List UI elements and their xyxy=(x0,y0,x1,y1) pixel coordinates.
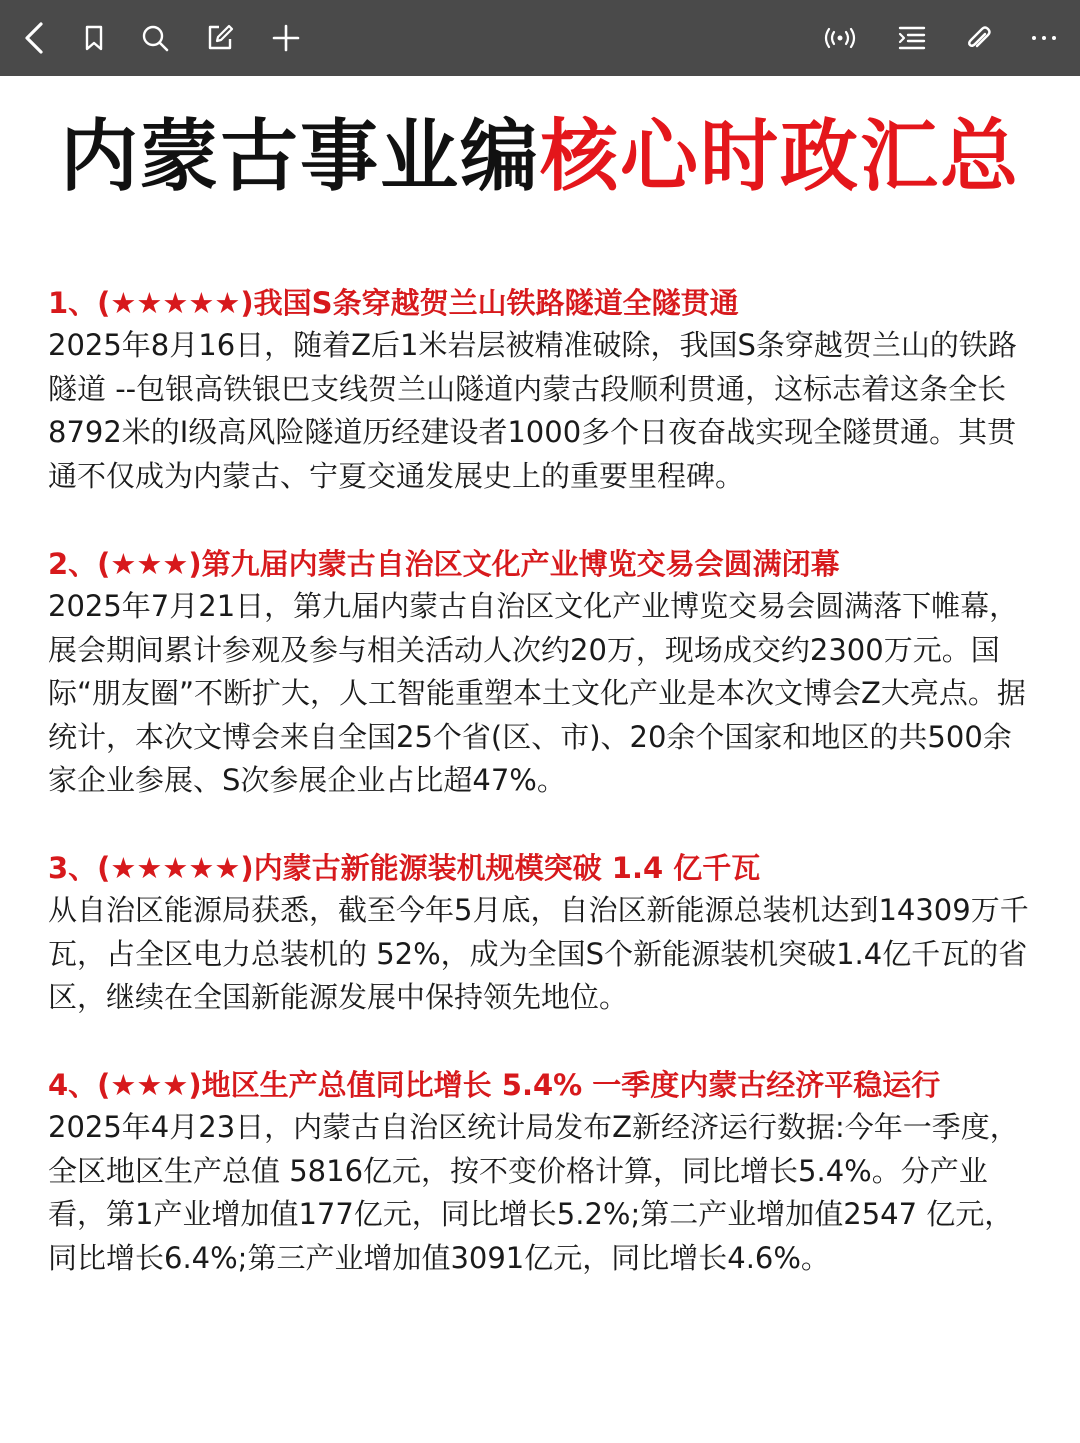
section-body: 2025年7月21日，第九届内蒙古自治区文化产业博览交易会圆满落下帷幕，展会期间累计参观及参与相关活动人次约20万，现场成交约2300万元。国际“朋友圈”不断扩大，人工智能重塑本土文化产业是本次文博会Z大亮点。据统计，本次文博会来自全国25个省(区、市)、20余个国家和地区的共500余家企业参展、S次参展企业占比超47%。 xyxy=(48,589,1026,797)
news-section-2 xyxy=(48,543,1038,803)
section-heading: 3、(★★★★★)内蒙古新能源装机规模突破 1.4 亿千瓦 xyxy=(48,851,761,885)
news-section-1 xyxy=(48,282,1038,498)
page-title xyxy=(0,112,1080,202)
section-heading: 1、(★★★★★)我国S条穿越贺兰山铁路隧道全隧贯通 xyxy=(48,286,739,320)
section-body: 2025年4月23日，内蒙古自治区统计局发布Z新经济运行数据:今年一季度，全区地区生产总值 5816亿元，按不变价格计算，同比增长5.4%。分产业看，第1产业增加值177亿元，同比增长5.2%;第二产业增加值2547 亿元，同比增长6.4%;第三产业增加值3091亿元，同比增长4.6%。 xyxy=(48,1110,1019,1275)
edit-icon[interactable] xyxy=(200,18,240,58)
back-icon[interactable] xyxy=(14,18,54,58)
document-page xyxy=(0,76,1080,1443)
search-icon[interactable] xyxy=(135,18,175,58)
bookmark-icon[interactable] xyxy=(74,18,114,58)
title-red-part: 核心时政汇总 xyxy=(540,112,1021,202)
more-icon[interactable] xyxy=(1024,18,1064,58)
title-black-part: 内蒙古事业编 xyxy=(59,112,540,202)
section-heading: 4、(★★★)地区生产总值同比增长 5.4% 一季度内蒙古经济平稳运行 xyxy=(48,1068,941,1102)
news-section-4 xyxy=(48,1064,1038,1280)
top-toolbar xyxy=(0,0,1080,76)
add-icon[interactable] xyxy=(266,18,306,58)
read-aloud-icon[interactable] xyxy=(820,18,860,58)
outline-icon[interactable] xyxy=(892,18,932,58)
section-body: 从自治区能源局获悉，截至今年5月底，自治区新能源总装机达到14309万千瓦，占全区电力总装机的 52%，成为全国S个新能源装机突破1.4亿千瓦的省区，继续在全国新能源发展中保持领先地位。 xyxy=(48,893,1029,1014)
section-body: 2025年8月16日，随着Z后1米岩层被精准破除，我国S条穿越贺兰山的铁路隧道 --包银高铁银巴支线贺兰山隧道内蒙古段顺利贯通，这标志着这条全长8792米的I级高风险隧道历经建设者1000多个日夜奋战实现全隧贯通。其贯通不仅成为内蒙古、宁夏交通发展史上的重要里程碑。 xyxy=(48,328,1017,493)
attachment-icon[interactable] xyxy=(958,18,998,58)
news-section-3 xyxy=(48,847,1038,1020)
section-heading: 2、(★★★)第九届内蒙古自治区文化产业博览交易会圆满闭幕 xyxy=(48,547,840,581)
